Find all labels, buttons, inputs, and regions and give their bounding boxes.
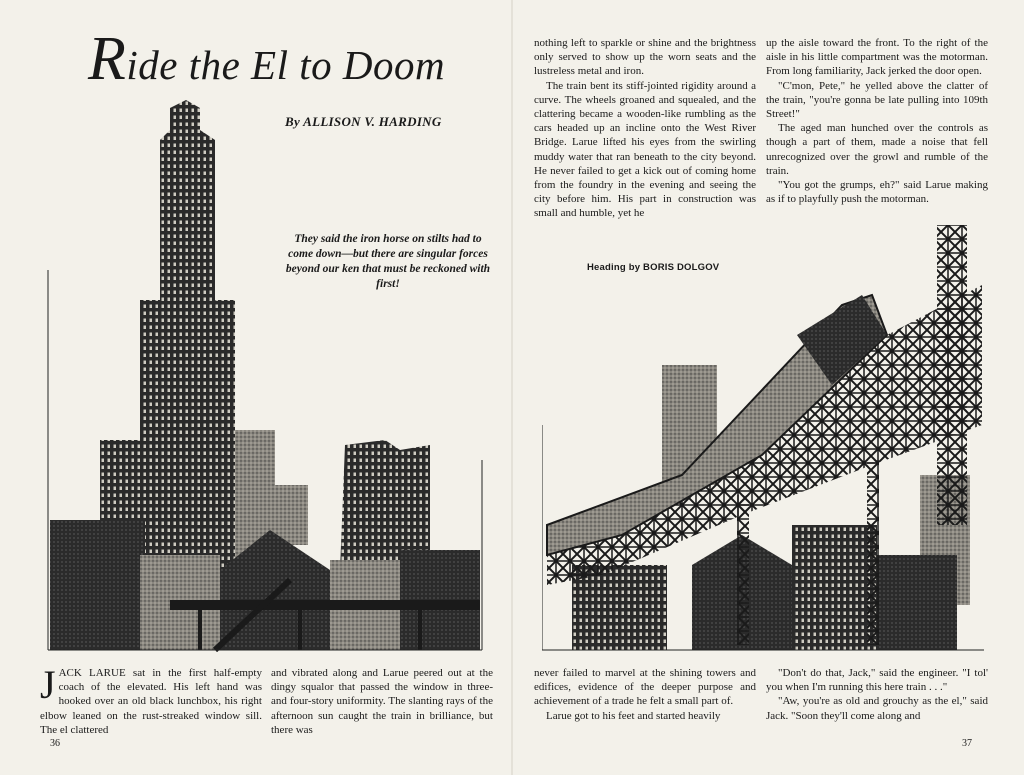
- skyscraper-spire: [160, 100, 215, 300]
- skyscraper-tower: [140, 300, 235, 440]
- page-number-right: 37: [962, 738, 972, 749]
- right-bottom-col-2: "Don't do that, Jack," said the engineer. "I tol' you when I'm running this here train . . ." "Aw, you're as old and grouchy as the el," said Jack. "Soon they'll come along and: [766, 667, 988, 722]
- byline: By ALLISON V. HARDING: [285, 114, 442, 129]
- right-bottom-col-1: never failed to marvel at the shining towers and edifices, evidence of the deeper purpose and achievement of a trade he felt a small part of. Larue got to his feet and started heavily: [534, 667, 756, 722]
- right-top-col-2: up the aisle toward the front. To the right of the aisle in his little compartment was the motorman. From long familiarity, Jack jerked the door open. "C'mon, Pete," he yelled above the clatter of the train, "you're gonna be late pulling into 109th Street!" The aged man hunched over the controls as though a part of them, made a noise that fell unrecognized over the growl and rumble of the train. "You got the grumps, eh?" said Larue making as if to playfully push the motorman.: [766, 37, 988, 206]
- title-initial: R: [88, 25, 127, 93]
- building-skyline-illustration: [40, 100, 490, 652]
- story-title: [88, 25, 468, 93]
- elevated-train-illustration: [542, 225, 987, 653]
- intro-blurb: They said the iron horse on stilts had to come down—but there are singular forces beyond our ken that must be reckoned with first!: [285, 233, 491, 290]
- left-bottom-col-2: and vibrated along and Larue peered out at the dingy squalor that passed the window in three- and four-story uniformity. The slanting rays of the afternoon sun caught the train in brilliance, but there was: [271, 667, 493, 736]
- left-bottom-col-1: JACK LARUE sat in the first half-empty coach of the elevated. His left hand was hooked over an old black lunchbox, his right elbow leaned on the rust-streaked window sill. The el clattered: [40, 662, 262, 736]
- right-page: [512, 0, 1024, 775]
- el-track: [170, 600, 480, 610]
- page-number-left: 36: [50, 738, 60, 749]
- title-rest: ide the El to Doom: [126, 42, 446, 88]
- drop-cap: J: [40, 662, 56, 707]
- heading-credit: Heading by BORIS DOLGOV: [587, 262, 720, 273]
- right-top-col-1: nothing left to sparkle or shine and the brightness only served to show up the worn seats and the lustreless metal and iron. The train bent its stiff-jointed rigidity around a curve. The wheels groaned and squealed, and the clattering became a wooden-like rumbling as the cars headed up an incline onto the West River Bridge. Larue lifted his eyes from the swirling muddy water that ran beneath to the city beyond. He never failed to get a kick out of coming home from the foundry in the evening and seeing the city before him. His part in construction was small and humble, yet he: [534, 37, 756, 220]
